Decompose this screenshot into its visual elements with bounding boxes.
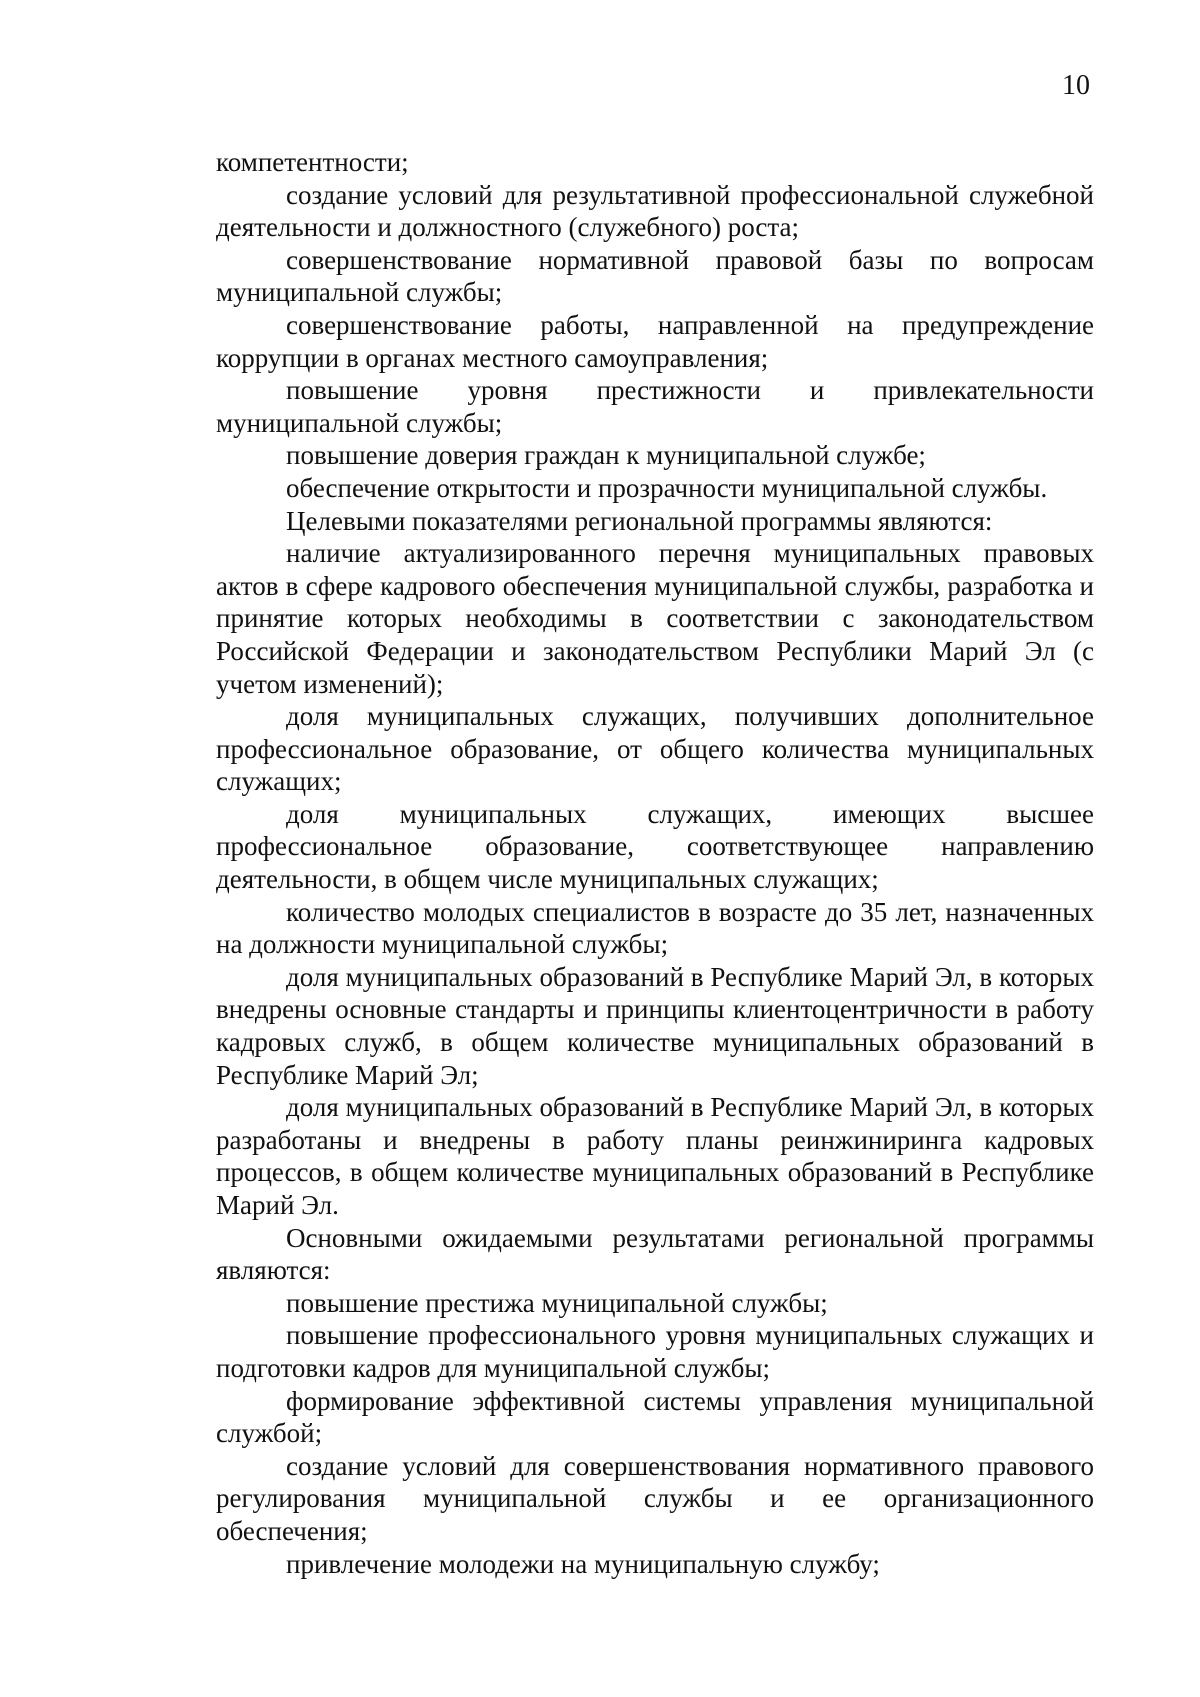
paragraph: Целевыми показателями региональной программы являются: xyxy=(286,505,993,536)
paragraph: повышение профессионального уровня муниципальных служащих и подготовки кадров для муниципальной службы; xyxy=(216,1320,1094,1383)
paragraph: совершенствование работы, направленной на предупреждение коррупции в органах местного самоуправления; xyxy=(216,309,1094,373)
paragraph: доля муниципальных образований в Республике Марий Эл, в которых внедрены основные стандарты и принципы клиентоцентричности в работу кадровых служб, в общем количестве муниципальных образований в Республике Марий Эл; xyxy=(216,961,1094,1090)
paragraph: наличие актуализированного перечня муниципальных правовых актов в сфере кадрового обеспечения муниципальной службы, разработка и принятие которых необходимы в соответствии с законодательством Российской Федерации и законодательством Республики Марий Эл (с учетом изменений); xyxy=(216,538,1094,699)
paragraph: привлечение молодежи на муниципальную службу; xyxy=(286,1548,880,1579)
paragraph: Основными ожидаемыми результатами региональной программы являются: xyxy=(216,1222,1094,1286)
paragraph: повышение уровня престижности и привлекательности муниципальной службы; xyxy=(216,375,1094,438)
paragraph: создание условий для результативной профессиональной служебной деятельности и должностного (служебного) роста; xyxy=(216,179,1094,243)
paragraph: совершенствование нормативной правовой базы по вопросам муниципальной службы; xyxy=(216,244,1094,308)
paragraph: доля муниципальных служащих, имеющих высшее профессиональное образование, соответствующее направлению деятельности, в общем числе муниципальных служащих; xyxy=(216,798,1094,895)
paragraph: компетентности; xyxy=(216,147,409,177)
document-body xyxy=(216,146,1094,1580)
paragraph: формирование эффективной системы управления муниципальной службой; xyxy=(216,1385,1094,1449)
paragraph: повышение доверия граждан к муниципальной службе; xyxy=(286,440,926,471)
page-number: 10 xyxy=(1062,70,1090,101)
paragraph: количество молодых специалистов в возрасте до 35 лет, назначенных на должности муниципальной службы; xyxy=(216,896,1094,960)
paragraph: обеспечение открытости и прозрачности муниципальной службы. xyxy=(286,472,1048,503)
paragraph: создание условий для совершенствования нормативного правового регулирования муниципальной службы и ее организационного обеспечения; xyxy=(216,1450,1094,1546)
paragraph: доля муниципальных образований в Республике Марий Эл, в которых разработаны и внедрены в работу планы реинжиниринга кадровых процессов, в общем количестве муниципальных образований в Республике Марий Эл. xyxy=(216,1092,1094,1220)
paragraph: доля муниципальных служащих, получивших дополнительное профессиональное образование, от общего количества муниципальных служащих; xyxy=(216,701,1094,797)
paragraph: повышение престижа муниципальной службы; xyxy=(286,1287,828,1318)
